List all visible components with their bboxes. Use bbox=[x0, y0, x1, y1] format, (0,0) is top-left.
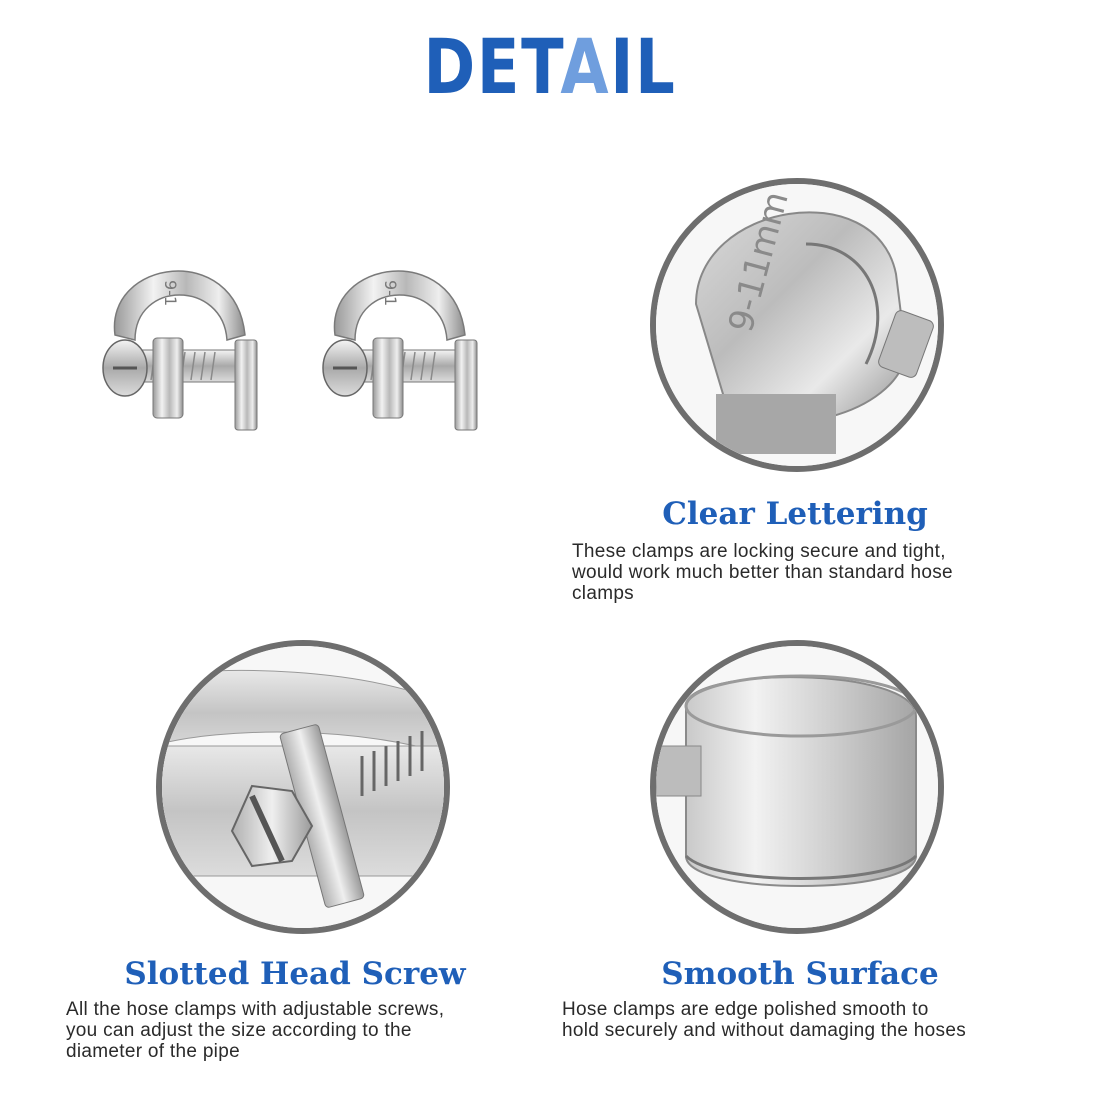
engraving-text: 9-1 bbox=[381, 280, 400, 307]
clamp-left bbox=[103, 271, 257, 430]
feature-heading-slotted-head-screw: Slotted Head Screw bbox=[124, 956, 466, 992]
feature-desc-slotted-head-screw: All the hose clamps with adjustable screws, you can adjust the size according to the diameter of the pipe bbox=[66, 999, 445, 1062]
engraving-text: 9-1 bbox=[161, 280, 180, 307]
feature-heading-clear-lettering: Clear Lettering bbox=[662, 496, 928, 532]
surface-closeup-image bbox=[656, 646, 938, 928]
lettering-closeup-image bbox=[656, 184, 938, 466]
smooth-surface-zoom-circle bbox=[650, 640, 944, 934]
engraving-text: 9-11mm bbox=[721, 187, 797, 337]
feature-desc-smooth-surface: Hose clamps are edge polished smooth to hold securely and without damaging the hoses bbox=[562, 999, 967, 1041]
slotted-head-screw-zoom-circle bbox=[156, 640, 450, 934]
clamp-right bbox=[323, 271, 477, 430]
feature-heading-smooth-surface: Smooth Surface bbox=[661, 956, 939, 992]
screw-closeup-image bbox=[162, 646, 444, 928]
hose-clamps-photo bbox=[95, 240, 515, 450]
clear-lettering-zoom-circle bbox=[650, 178, 944, 472]
page-title: DETAIL bbox=[423, 22, 677, 111]
feature-desc-clear-lettering: These clamps are locking secure and tight, would work much better than standard hose clamps bbox=[572, 541, 953, 604]
